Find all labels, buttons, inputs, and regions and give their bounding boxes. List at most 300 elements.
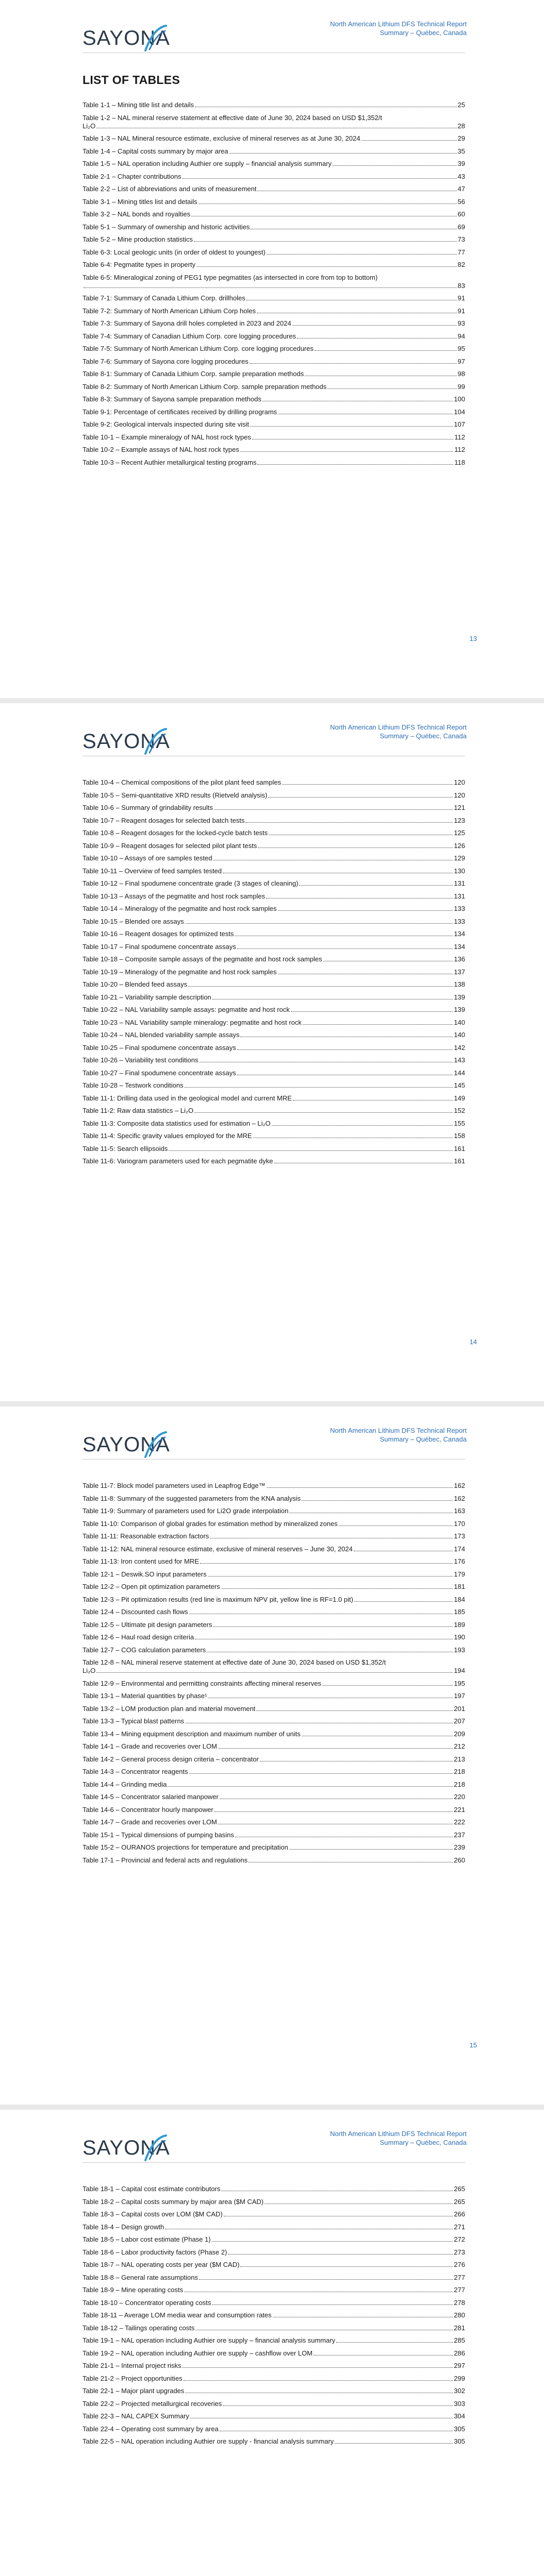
toc-entry[interactable] xyxy=(83,383,465,391)
toc-entry[interactable] xyxy=(83,1069,465,1077)
toc-entry[interactable] xyxy=(83,943,465,951)
toc-page-number: 73 xyxy=(457,235,465,243)
toc-entry[interactable] xyxy=(83,2425,465,2433)
toc-entry[interactable] xyxy=(83,185,465,193)
report-header xyxy=(330,1426,467,1444)
toc-page-number: 304 xyxy=(454,2412,465,2420)
toc-entry-label: Table 10-16 – Reagent dosages for optimized tests xyxy=(83,930,234,938)
toc-entry[interactable] xyxy=(83,892,465,901)
toc-entry[interactable] xyxy=(83,408,465,416)
toc-page-number: 201 xyxy=(454,1704,465,1713)
toc-page-number: 155 xyxy=(454,1119,465,1127)
toc-page-number: 299 xyxy=(454,2374,465,2382)
toc-page-number: 35 xyxy=(457,147,465,155)
dot-leader xyxy=(299,885,453,886)
toc-entry[interactable] xyxy=(83,319,465,328)
toc-page-number: 277 xyxy=(454,2286,465,2294)
toc-entry-label: Table 18-8 – General rate assumptions xyxy=(83,2273,199,2281)
toc-entry-label: Table 11-5: Search ellipsoids xyxy=(83,1144,168,1153)
toc-entry-label: Table 10-6 – Summary of grindability results xyxy=(83,804,213,811)
toc-entry-label: Table 10-17 – Final spodumene concentrate assays xyxy=(83,942,236,951)
toc-entry-label: Table 1-3 – NAL Mineral resource estimate, exclusive of mineral reserves as at June 30, 2024 xyxy=(83,134,360,142)
toc-page-number: 97 xyxy=(457,357,465,365)
toc-page-number: 305 xyxy=(454,2425,465,2433)
dot-leader xyxy=(96,1672,453,1673)
dot-leader xyxy=(208,1576,453,1577)
toc-entry[interactable] xyxy=(83,1843,465,1852)
toc-page-number: 189 xyxy=(454,1620,465,1629)
toc-entry[interactable] xyxy=(83,370,465,378)
toc-entry-label: Table 5-1 – Summary of ownership and historic activities xyxy=(83,223,250,231)
toc-entry-label: Table 11-4: Specific gravity values employed for the MRE xyxy=(83,1132,252,1140)
toc-entry[interactable] xyxy=(83,1081,465,1090)
toc-entry[interactable] xyxy=(83,2261,465,2269)
toc-entry-label: Table 7-2: Summary of North American Lithium Corp holes xyxy=(83,307,256,315)
toc-entry[interactable] xyxy=(83,879,465,888)
logo-swoosh-icon xyxy=(143,1430,168,1459)
dot-leader xyxy=(289,1849,453,1850)
toc-entry-label: Table 14-5 – Concentrator salaried manpower xyxy=(83,1793,219,1801)
dot-leader xyxy=(256,1710,453,1711)
dot-leader xyxy=(183,178,457,179)
toc-page-number: 272 xyxy=(454,2235,465,2243)
toc-entry[interactable] xyxy=(83,905,465,913)
toc-entry[interactable] xyxy=(83,2185,465,2193)
toc-entry[interactable] xyxy=(83,2198,465,2206)
sayona-logo xyxy=(83,724,170,755)
toc-entry[interactable] xyxy=(83,1507,465,1515)
report-header xyxy=(330,723,467,740)
dot-leader xyxy=(189,1773,453,1774)
toc-entry[interactable] xyxy=(83,198,465,206)
toc-entry-label: Table 12-7 – COG calculation parameters xyxy=(83,1646,206,1654)
dot-leader xyxy=(200,1563,453,1564)
toc-page-number: 297 xyxy=(454,2362,465,2369)
toc-page-number: 286 xyxy=(454,2349,465,2357)
toc-entry[interactable] xyxy=(83,1742,465,1751)
logo-swoosh-icon xyxy=(143,727,168,756)
toc-page-number: 133 xyxy=(454,917,465,925)
toc-entry[interactable] xyxy=(83,210,465,218)
toc-entry[interactable] xyxy=(83,1482,465,1490)
toc-entry[interactable] xyxy=(83,1495,465,1503)
dot-leader xyxy=(250,363,457,364)
toc-page-number: 118 xyxy=(454,458,465,466)
toc-entry-label-cont: Li₂O xyxy=(83,122,96,130)
toc-entry[interactable] xyxy=(83,2375,465,2383)
toc-entry[interactable] xyxy=(83,2223,465,2231)
toc-page-number: 149 xyxy=(454,1094,465,1102)
toc-entry-label: Table 10-27 – Final spodumene concentrate assays xyxy=(83,1069,236,1077)
toc-entry[interactable] xyxy=(83,867,465,875)
toc-entry[interactable] xyxy=(83,1768,465,1776)
toc-entry-label: Table 22-1 – Major plant upgrades xyxy=(83,2387,185,2395)
toc-entry-label: Table 3-2 – NAL bonds and royalties xyxy=(83,210,191,218)
toc-page-number: 285 xyxy=(454,2336,465,2344)
toc-page-number: 173 xyxy=(454,1532,465,1540)
toc-entry-label: Table 11-13: Iron content used for MRE xyxy=(83,1557,199,1565)
toc-page-number: 194 xyxy=(454,1667,465,1674)
report-header xyxy=(330,20,467,37)
toc-entry[interactable] xyxy=(83,1831,465,1839)
toc-entry[interactable] xyxy=(83,2387,465,2395)
sayona-logo xyxy=(83,2130,170,2161)
toc-entry[interactable] xyxy=(83,1583,465,1591)
toc-entry-label: Table 14-2 – General process design criteria – concentrator xyxy=(83,1755,259,1763)
dot-leader xyxy=(218,1748,453,1749)
toc-entry[interactable] xyxy=(83,1019,465,1027)
dot-leader xyxy=(335,2443,453,2444)
brand-name: SAYONA xyxy=(83,2137,170,2159)
toc-entry[interactable] xyxy=(83,2412,465,2420)
toc-page-number: 125 xyxy=(454,829,465,837)
toc-entry-label: Table 1-1 – Mining title list and details xyxy=(83,101,194,109)
toc-entry-label: Table 10-18 – Composite sample assays of the pegmatite and host rock samples xyxy=(83,955,322,963)
toc-entry-label: Table 10-4 – Chemical compositions of the pilot plant feed samples xyxy=(83,778,282,786)
toc-page-number: 222 xyxy=(454,1818,465,1826)
toc-entry[interactable] xyxy=(83,2210,465,2218)
dot-leader xyxy=(196,266,457,267)
toc-page-number: 130 xyxy=(454,867,465,875)
toc-entry[interactable] xyxy=(83,160,465,168)
toc-entry-label: Table 18-10 – Concentrator operating costs xyxy=(83,2298,211,2307)
toc-entry[interactable] xyxy=(83,1557,465,1566)
toc-entry-label: Table 14-3 – Concentrator reagents xyxy=(83,1768,188,1775)
toc-entry[interactable] xyxy=(83,2274,465,2282)
toc-entry[interactable] xyxy=(83,1705,465,1713)
report-title: North American Lithium DFS Technical Report xyxy=(330,2130,467,2138)
dot-leader xyxy=(292,325,457,326)
toc-page-number: 163 xyxy=(454,1507,465,1515)
toc-entry[interactable] xyxy=(83,1145,465,1153)
toc-page-number: 133 xyxy=(454,905,465,912)
toc-page-number: 260 xyxy=(454,1856,465,1864)
toc-entry[interactable] xyxy=(83,1658,465,1675)
toc-entry[interactable] xyxy=(83,2248,465,2257)
toc-entry[interactable] xyxy=(83,993,465,1002)
toc-entry[interactable] xyxy=(83,1717,465,1725)
toc-page-number: 174 xyxy=(454,1545,465,1553)
toc-entry[interactable] xyxy=(83,2400,465,2408)
toc-entry-label: Table 18-9 – Mine operating costs xyxy=(83,2286,184,2294)
toc-entry[interactable] xyxy=(83,307,465,315)
report-header xyxy=(330,2129,467,2147)
toc-entry-label: Table 10-25 – Final spodumene concentrate assays xyxy=(83,1043,236,1052)
toc-entry[interactable] xyxy=(83,134,465,143)
toc-entry[interactable] xyxy=(83,2286,465,2294)
toc-entry-label: Table 11-6: Variogram parameters used for each pegmatite dyke xyxy=(83,1157,273,1165)
toc-entry[interactable] xyxy=(83,395,465,403)
toc-page-number: 83 xyxy=(457,281,465,290)
dot-leader xyxy=(213,1626,453,1627)
page-number: 15 xyxy=(469,2041,477,2049)
toc-page-number: 158 xyxy=(454,1132,465,1140)
dot-leader xyxy=(185,923,453,924)
toc-entry[interactable] xyxy=(83,955,465,963)
toc-entry-label: Table 10-3 – Recent Authier metallurgical testing programs xyxy=(83,458,257,466)
toc-entry[interactable] xyxy=(83,248,465,257)
toc-entry[interactable] xyxy=(83,1094,465,1103)
toc-page-number: 129 xyxy=(454,854,465,862)
toc-entry[interactable] xyxy=(83,446,465,454)
toc-entry[interactable] xyxy=(83,420,465,429)
toc-entry[interactable] xyxy=(83,1633,465,1641)
dot-leader xyxy=(333,165,457,166)
dot-leader xyxy=(278,910,453,911)
toc-entry-label: Table 10-13 – Assays of the pegmatite and host rock samples xyxy=(83,892,266,900)
toc-page-number: 142 xyxy=(454,1043,465,1052)
toc-page-number: 278 xyxy=(454,2298,465,2307)
toc-page-number: 93 xyxy=(457,319,465,327)
toc-entry[interactable] xyxy=(83,2437,465,2446)
toc-entry[interactable] xyxy=(83,235,465,244)
toc-page-number: 95 xyxy=(457,345,465,352)
toc-entry[interactable] xyxy=(83,1680,465,1688)
toc-page-number: 190 xyxy=(454,1633,465,1641)
sayona-logo xyxy=(83,1427,170,1458)
toc-entry[interactable] xyxy=(83,930,465,938)
toc-entry-label: Table 18-12 – Tailings operating costs xyxy=(83,2324,195,2332)
toc-entry-label: Table 14-7 – Grade and recoveries over LOM xyxy=(83,1818,217,1826)
toc-entry[interactable] xyxy=(83,345,465,353)
toc-page-number: 28 xyxy=(457,122,465,130)
toc-page-number: 305 xyxy=(454,2437,465,2445)
toc-entry[interactable] xyxy=(83,2311,465,2319)
dot-leader xyxy=(194,241,457,242)
toc-entry-label: Table 7-1: Summary of Canada Lithium Corp. drillholes xyxy=(83,294,245,302)
dot-leader xyxy=(223,2405,453,2406)
dot-leader xyxy=(267,254,457,255)
toc-entry[interactable] xyxy=(83,223,465,231)
list-of-tables-heading: LIST OF TABLES xyxy=(83,73,180,87)
toc-page-number: 265 xyxy=(454,2197,465,2206)
toc-page-number: 161 xyxy=(454,1144,465,1153)
toc-entry[interactable] xyxy=(83,2324,465,2332)
toc-page-number: 134 xyxy=(454,942,465,951)
toc-page-number: 138 xyxy=(454,980,465,988)
toc-entry[interactable] xyxy=(83,358,465,366)
toc-entry[interactable] xyxy=(83,1818,465,1826)
toc-entry-label: Table 13-3 – Typical blast patterns xyxy=(83,1717,185,1725)
dot-leader xyxy=(302,1500,453,1501)
toc-entry[interactable] xyxy=(83,1692,465,1700)
toc-entry[interactable] xyxy=(83,1856,465,1865)
toc-entry-label: Table 11-2: Raw data statistics – Li₂O xyxy=(83,1107,194,1114)
dot-leader xyxy=(221,1588,453,1589)
toc-entry-label: Table 12-1 – Deswik.SO input parameters xyxy=(83,1570,207,1578)
toc-entry-label: Table 18-4 – Design growth xyxy=(83,2223,164,2231)
toc-page-number: 179 xyxy=(454,1570,465,1578)
toc-entry[interactable] xyxy=(83,778,465,787)
toc-page-number: 161 xyxy=(454,1157,465,1165)
toc-entry-label: Table 10-14 – Mineralogy of the pegmatite and host rock samples xyxy=(83,905,277,912)
toc-page-number: 218 xyxy=(454,1768,465,1775)
toc-entry[interactable] xyxy=(83,918,465,926)
dot-leader xyxy=(354,1601,453,1602)
toc-page-number: 137 xyxy=(454,968,465,976)
toc-entry-label: Table 12-9 – Environmental and permitting constraints affecting mineral reserves xyxy=(83,1679,321,1687)
toc-entry[interactable] xyxy=(83,459,465,467)
toc-page-number: 99 xyxy=(457,382,465,391)
dot-leader xyxy=(212,2241,453,2242)
toc-entry[interactable] xyxy=(83,842,465,850)
toc-entry[interactable] xyxy=(83,1157,465,1165)
dot-leader xyxy=(212,2304,453,2305)
toc-entry[interactable] xyxy=(83,332,465,341)
toc-entry[interactable] xyxy=(83,968,465,976)
dot-leader xyxy=(228,2254,453,2255)
table-of-contents xyxy=(83,101,465,471)
dot-leader xyxy=(266,898,453,899)
toc-entry-label: Table 10-15 – Blended ore assays xyxy=(83,917,184,925)
page-number: 14 xyxy=(469,1338,477,1346)
toc-entry[interactable] xyxy=(83,2336,465,2345)
toc-page-number: 98 xyxy=(457,370,465,378)
toc-entry-label: Table 14-4 – Grinding media xyxy=(83,1780,167,1788)
toc-page-number: 104 xyxy=(454,408,465,416)
toc-entry-label: Table 12-6 – Haul road design criteria xyxy=(83,1633,194,1641)
toc-entry[interactable] xyxy=(83,1120,465,1128)
toc-entry-label: Table 6-5: Mineralogical zoning of PEG1 type pegmatites (as intersected in core from top to bottom) xyxy=(83,273,378,281)
toc-page-number: 69 xyxy=(457,223,465,231)
table-of-contents xyxy=(83,778,465,1170)
toc-entry-label: Table 10-21 – Variability sample description xyxy=(83,993,211,1001)
toc-entry[interactable] xyxy=(83,1793,465,1801)
dot-leader xyxy=(267,1487,453,1488)
toc-entry[interactable] xyxy=(83,791,465,800)
toc-page-number: 221 xyxy=(454,1805,465,1814)
toc-page-number: 273 xyxy=(454,2248,465,2256)
toc-entry-label: Table 12-4 – Discounted cash flows xyxy=(83,1608,188,1616)
toc-entry-label: Table 18-7 – NAL operating costs per year ($M CAD) xyxy=(83,2261,240,2268)
toc-entry-label: Table 7-6: Summary of Sayona core logging procedures xyxy=(83,357,249,365)
toc-entry-label: Table 18-3 – Capital costs over LOM ($M CAD) xyxy=(83,2210,223,2218)
toc-entry[interactable] xyxy=(83,1646,465,1654)
toc-entry-label: Table 21-2 – Project opportunities xyxy=(83,2374,183,2382)
toc-entry[interactable] xyxy=(83,294,465,302)
toc-entry-label: Table 11-11: Reasonable extraction factors xyxy=(83,1532,209,1540)
toc-entry[interactable] xyxy=(83,1006,465,1014)
toc-entry-label: Table 22-3 – NAL CAPEX Summary xyxy=(83,2412,189,2420)
toc-page-number: 239 xyxy=(454,1843,465,1851)
toc-entry-label: Table 10-26 – Variability test conditions xyxy=(83,1056,199,1064)
toc-page-number: 195 xyxy=(454,1679,465,1687)
toc-entry[interactable] xyxy=(83,1520,465,1528)
toc-entry[interactable] xyxy=(83,2299,465,2307)
toc-entry[interactable] xyxy=(83,114,465,130)
toc-page-number: 91 xyxy=(457,307,465,315)
toc-entry[interactable] xyxy=(83,1596,465,1604)
toc-entry[interactable] xyxy=(83,173,465,181)
toc-entry-label: Table 1-2 – NAL mineral reserve statement at effective date of June 30, 2024 based on USD $1,352/t xyxy=(83,113,383,122)
toc-page-number: 277 xyxy=(454,2273,465,2281)
dot-leader xyxy=(250,426,453,427)
toc-entry[interactable] xyxy=(83,1107,465,1115)
toc-entry[interactable] xyxy=(83,1132,465,1140)
toc-entry[interactable] xyxy=(83,817,465,825)
report-page xyxy=(0,2110,544,2576)
toc-entry-label: Table 11-3: Composite data statistics used for estimation – Li₂O xyxy=(83,1119,271,1127)
toc-page-number: 197 xyxy=(454,1692,465,1700)
toc-entry[interactable] xyxy=(83,829,465,837)
table-of-contents xyxy=(83,1482,465,1869)
toc-entry-label: Table 19-1 – NAL operation including Authier ore supply – financial analysis summary xyxy=(83,2336,336,2344)
toc-entry[interactable] xyxy=(83,1031,465,1039)
toc-entry-label: Table 22-2 – Projected metallurgical recoveries xyxy=(83,2399,222,2408)
dot-leader xyxy=(322,1685,453,1686)
toc-entry[interactable] xyxy=(83,274,465,290)
toc-page-number: 91 xyxy=(457,294,465,302)
toc-entry[interactable] xyxy=(83,854,465,862)
toc-entry[interactable] xyxy=(83,433,465,442)
toc-page-number: 39 xyxy=(457,160,465,167)
toc-page-number: 237 xyxy=(454,1831,465,1839)
dot-leader xyxy=(268,797,453,798)
toc-page-number: 107 xyxy=(454,420,465,428)
toc-entry-label: Table 8-2: Summary of North American Lithium Corp. sample preparation methods xyxy=(83,382,327,391)
logo-swoosh-icon xyxy=(143,2133,168,2162)
toc-page-number: 43 xyxy=(457,172,465,180)
toc-entry-label: Table 10-1 – Example mineralogy of NAL host rock types xyxy=(83,433,251,441)
toc-entry[interactable] xyxy=(83,1545,465,1553)
toc-entry[interactable] xyxy=(83,1806,465,1814)
toc-page-number: 212 xyxy=(454,1742,465,1750)
dot-leader xyxy=(327,388,456,389)
toc-entry[interactable] xyxy=(83,1621,465,1629)
toc-entry-label: Table 18-1 – Capital cost estimate contributors xyxy=(83,2185,221,2193)
toc-entry-label: Table 18-5 – Labor cost estimate (Phase 1) xyxy=(83,2235,211,2243)
toc-entry[interactable] xyxy=(83,1730,465,1738)
toc-entry[interactable] xyxy=(83,147,465,156)
toc-entry-label-cont: Li₂O xyxy=(83,1667,96,1674)
toc-entry[interactable] xyxy=(83,1781,465,1789)
toc-entry-label: Table 7-5: Summary of North American Lithium Corp. core logging procedures xyxy=(83,345,314,352)
toc-entry-label: Table 3-1 – Mining titles list and details xyxy=(83,197,197,206)
toc-entry[interactable] xyxy=(83,1608,465,1616)
toc-entry-label: Table 11-9: Summary of parameters used for Li2O grade interpolation xyxy=(83,1507,289,1515)
toc-page-number: 131 xyxy=(454,892,465,900)
toc-entry-label: Table 18-11 – Average LOM media wear and consumption rates xyxy=(83,2311,272,2319)
toc-entry[interactable] xyxy=(83,804,465,812)
toc-entry[interactable] xyxy=(83,261,465,269)
brand-name: SAYONA xyxy=(83,27,170,49)
toc-page-number: 60 xyxy=(457,210,465,218)
toc-entry-label: Table 10-12 – Final spodumene concentrate grade (3 stages of cleaning) xyxy=(83,879,299,887)
toc-page-number: 176 xyxy=(454,1557,465,1565)
toc-entry-label: Table 12-3 – Pit optimization results (red line is maximum NPV pit, yellow line is RF=1.0 pit) xyxy=(83,1595,353,1603)
toc-entry-label: Table 21-1 – Internal project risks xyxy=(83,2362,182,2369)
toc-entry[interactable] xyxy=(83,101,465,109)
toc-entry[interactable] xyxy=(83,1755,465,1764)
toc-page-number: 120 xyxy=(454,778,465,786)
toc-entry-label: Table 11-1: Drilling data used in the geological model and current MRE xyxy=(83,1094,292,1102)
toc-entry-label: Table 6-3: Local geologic units (in order of oldest to youngest) xyxy=(83,248,266,256)
toc-entry[interactable] xyxy=(83,2235,465,2244)
toc-entry-label: Table 11-7: Block model parameters used in Leapfrog Edge™ xyxy=(83,1482,266,1489)
toc-entry[interactable] xyxy=(83,1044,465,1052)
toc-entry[interactable] xyxy=(83,2362,465,2370)
toc-entry[interactable] xyxy=(83,1056,465,1064)
toc-entry-label: Table 10-2 – Example assays of NAL host rock types xyxy=(83,446,239,453)
toc-entry[interactable] xyxy=(83,1532,465,1540)
brand-name: SAYONA xyxy=(83,730,170,753)
toc-entry[interactable] xyxy=(83,2349,465,2358)
toc-entry[interactable] xyxy=(83,1570,465,1579)
toc-entry-label: Table 11-8: Summary of the suggested parameters from the KNA analysis xyxy=(83,1494,301,1502)
dot-leader xyxy=(303,1024,453,1025)
toc-entry[interactable] xyxy=(83,980,465,989)
toc-entry-label: Table 12-5 – Ultimate pit design parameters xyxy=(83,1620,212,1629)
